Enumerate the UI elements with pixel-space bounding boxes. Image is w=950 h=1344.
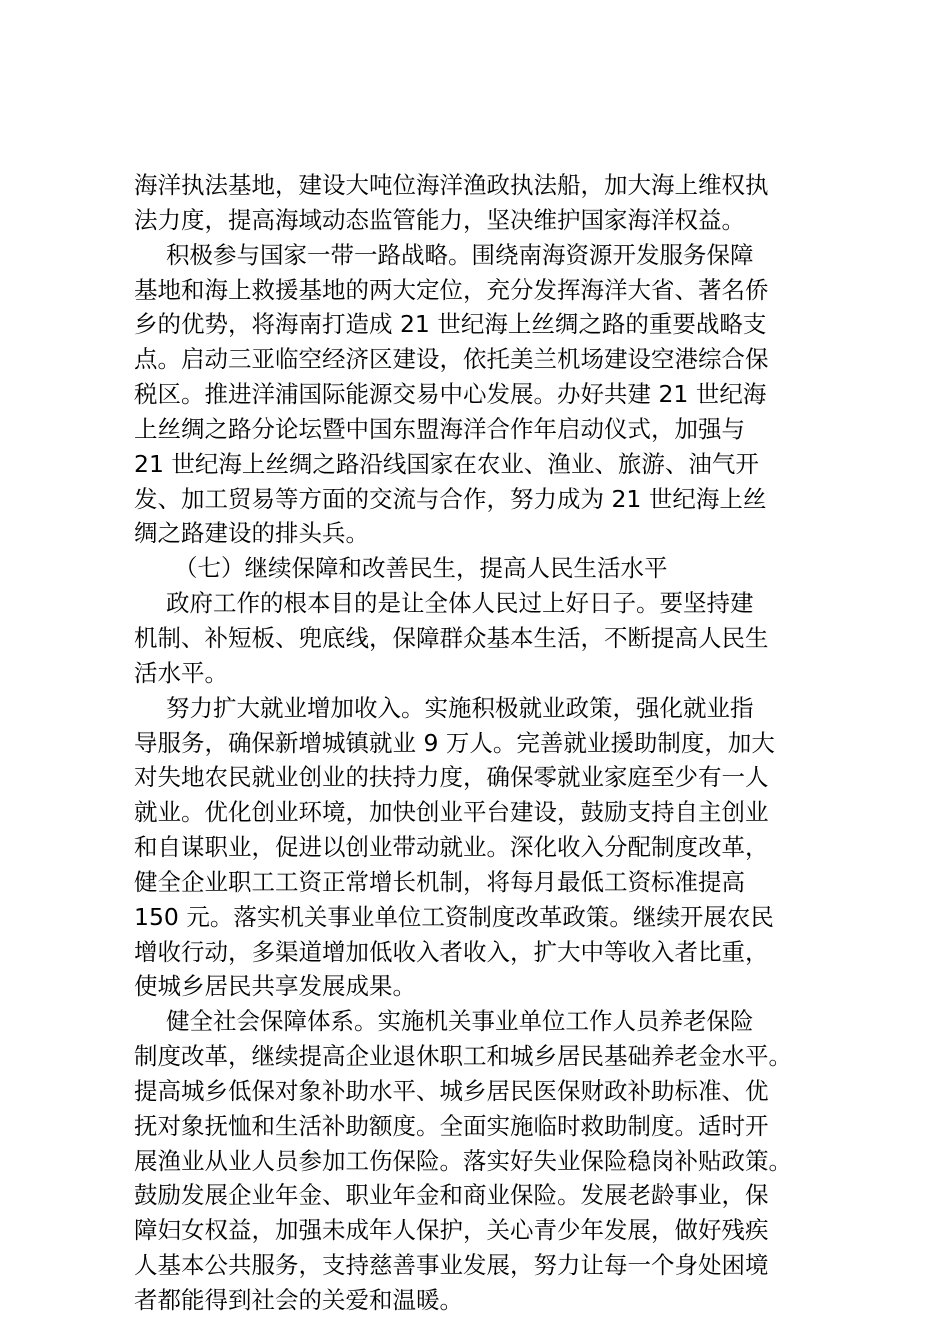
text-line: 海洋执法基地，建设大吨位海洋渔政执法船，加大海上维权执 [134, 171, 769, 199]
text-line: 绸之路建设的排头兵。 [134, 519, 369, 548]
text-line: 政府工作的根本目的是让全体人民过上好日子。要坚持建 [166, 589, 754, 618]
text-line: 努力扩大就业增加收入。实施积极就业政策，强化就业指 [166, 693, 754, 722]
text-line: 展渔业从业人员参加工伤保险。落实好失业保险稳岗补贴政策。 [134, 1146, 792, 1175]
text-line: 对失地农民就业创业的扶持力度，确保零就业家庭至少有一人 [134, 763, 769, 792]
text-line: 活水平。 [134, 658, 228, 687]
text-line: 导服务，确保新增城镇就业 9 万人。完善就业援助制度，加大 [134, 728, 775, 757]
text-line: 机制、补短板、兜底线，保障群众基本生活，不断提高人民生 [134, 623, 769, 652]
text-line: 法力度，提高海域动态监管能力，坚决维护国家海洋权益。 [134, 205, 745, 234]
text-line: 制度改革，继续提高企业退休职工和城乡居民基础养老金水平。 [134, 1042, 792, 1071]
text-line: 积极参与国家一带一路战略。围绕南海资源开发服务保障 [166, 240, 754, 269]
text-line: 健全企业职工工资正常增长机制，将每月最低工资标准提高 [134, 867, 745, 896]
text-line: 上丝绸之路分论坛暨中国东盟海洋合作年启动仪式，加强与 [134, 414, 745, 443]
text-line: 基地和海上救援基地的两大定位，充分发挥海洋大省、著名侨 [134, 275, 769, 304]
text-line: 增收行动，多渠道增加低收入者收入，扩大中等收入者比重， [134, 937, 769, 966]
body-text [134, 168, 834, 1318]
text-line: 鼓励发展企业年金、职业年金和商业保险。发展老龄事业，保 [134, 1181, 769, 1210]
text-line: 人基本公共服务，支持慈善事业发展，努力让每一个身处困境 [134, 1251, 769, 1280]
text-line: 就业。优化创业环境，加快创业平台建设，鼓励支持自主创业 [134, 798, 769, 827]
section-heading: （七）继续保障和改善民生，提高人民生活水平 [174, 554, 668, 583]
text-line: 使城乡居民共享发展成果。 [134, 972, 416, 1001]
text-line: 乡的优势，将海南打造成 21 世纪海上丝绸之路的重要战略支 [134, 310, 767, 339]
text-line: 150 元。落实机关事业单位工资制度改革政策。继续开展农民 [134, 902, 774, 931]
text-line: 发、加工贸易等方面的交流与合作，努力成为 21 世纪海上丝 [134, 484, 767, 513]
text-line: 税区。推进洋浦国际能源交易中心发展。办好共建 21 世纪海 [134, 380, 767, 409]
text-line: 抚对象抚恤和生活补助额度。全面实施临时救助制度。适时开 [134, 1111, 769, 1140]
text-line: 健全社会保障体系。实施机关事业单位工作人员养老保险 [166, 1007, 754, 1036]
text-line: 者都能得到社会的关爱和温暖。 [134, 1286, 463, 1314]
text-line: 21 世纪海上丝绸之路沿线国家在农业、渔业、旅游、油气开 [134, 449, 759, 478]
text-line: 提高城乡低保对象补助水平、城乡居民医保财政补助标准、优 [134, 1076, 769, 1105]
text-line: 点。启动三亚临空经济区建设，依托美兰机场建设空港综合保 [134, 345, 769, 374]
text-line: 和自谋职业，促进以创业带动就业。深化收入分配制度改革， [134, 833, 769, 862]
text-line: 障妇女权益，加强未成年人保护，关心青少年发展，做好残疾 [134, 1216, 769, 1245]
